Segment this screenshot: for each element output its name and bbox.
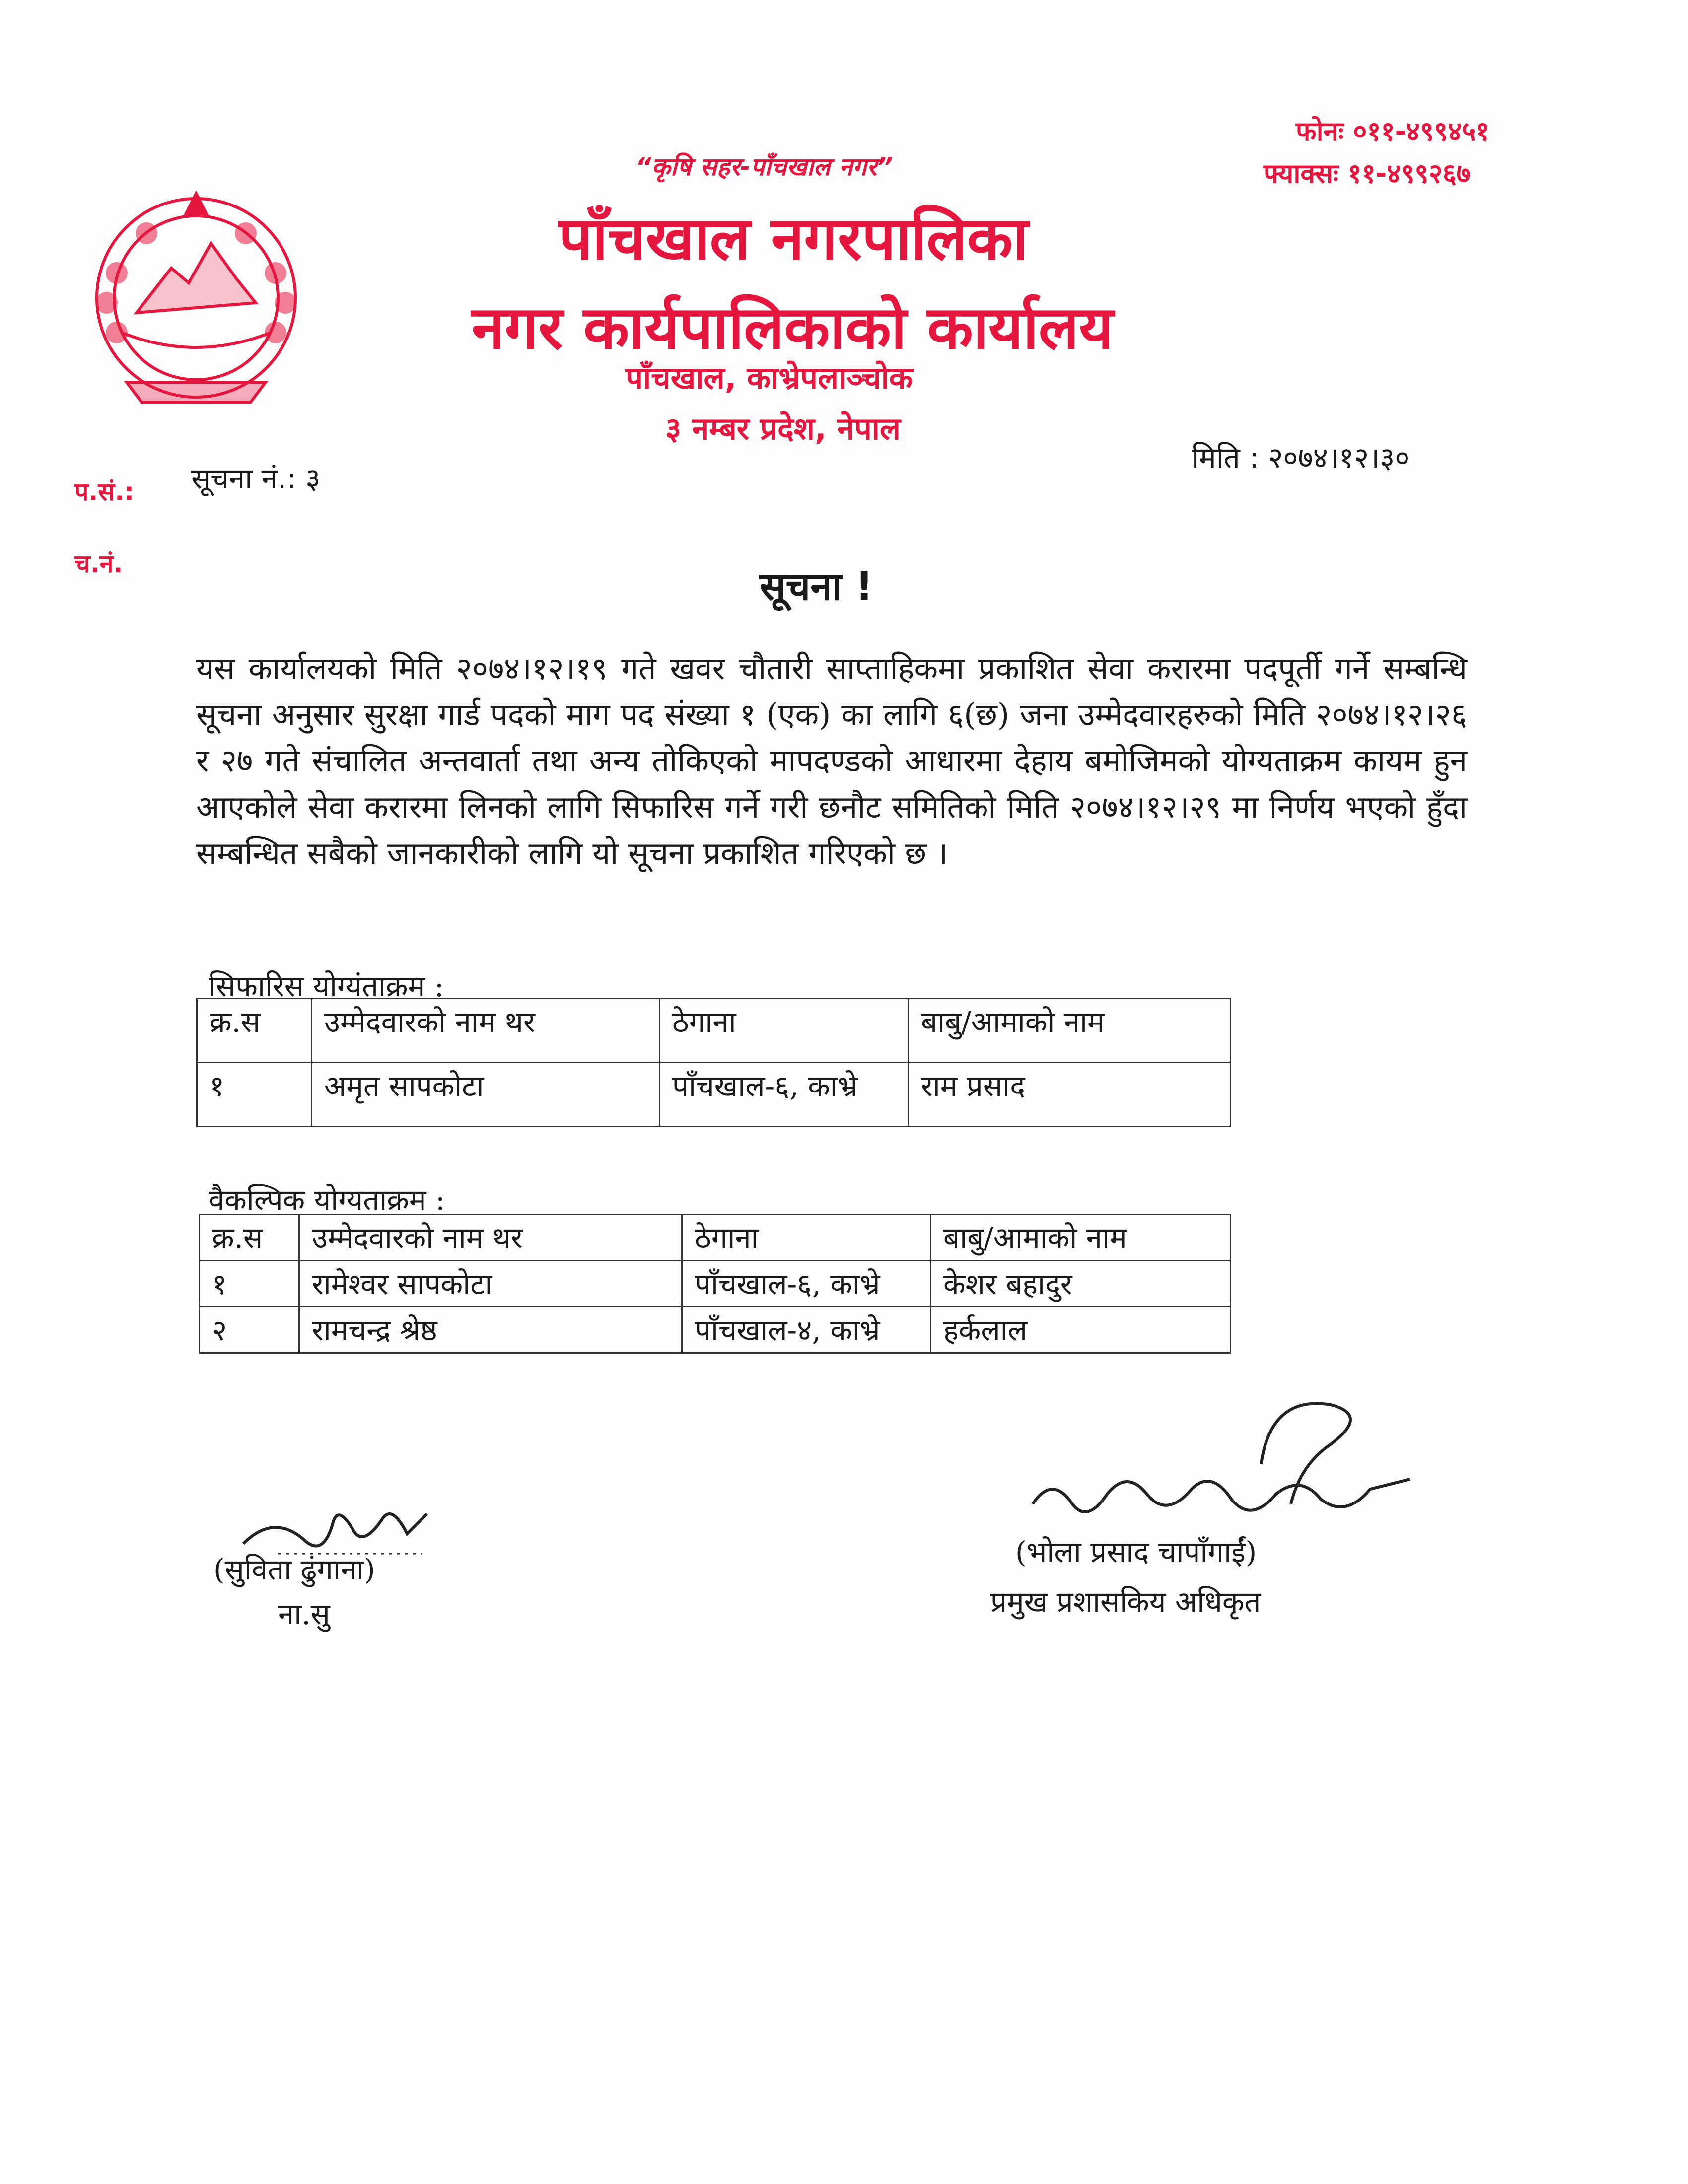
alternate-table — [199, 1214, 1231, 1354]
address-line-2: ३ नम्बर प्रदेश, नेपाल — [665, 410, 901, 447]
table-header-row — [200, 1215, 1231, 1261]
phone-number: फोनः ०११-४९९४५१ — [1296, 116, 1490, 147]
notice-heading: सूचना ! — [760, 564, 873, 609]
table-cell: १ — [200, 1261, 299, 1307]
table-cell: हर्कलाल — [931, 1307, 1231, 1353]
recommended-list-label: सिफारिस योग्यंताक्रम : — [209, 969, 444, 1003]
header-cell: बाबु/आमाको नाम — [931, 1215, 1231, 1261]
header-cell: ठेगाना — [660, 999, 909, 1063]
recommended-table — [196, 998, 1231, 1127]
notice-number: सूचना नं.: ३ — [191, 462, 321, 495]
header-cell: ठेगाना — [682, 1215, 931, 1261]
table-cell: केशर बहादुर — [931, 1261, 1231, 1307]
dispatch-label: च.नं. — [74, 549, 123, 578]
table-row — [200, 1307, 1231, 1353]
table-cell: पाँचखाल-६, काभ्रे — [660, 1063, 909, 1127]
left-signatory-post: ना.सु — [278, 1597, 330, 1631]
notice-date: मिति : २०७४।१२।३० — [1192, 441, 1410, 475]
alternate-list-label: वैकल्पिक योग्यताक्रम : — [209, 1183, 445, 1217]
office-name: नगर कार्यपालिकाको कार्यालय — [472, 294, 1114, 363]
header-cell: क्र.स — [197, 999, 312, 1063]
municipality-name: पाँचखाल नगरपालिका — [559, 205, 1028, 273]
table-cell: २ — [200, 1307, 299, 1353]
header-cell: उम्मेदवारको नाम थर — [299, 1215, 682, 1261]
table-cell: रामेश्वर सापकोटा — [299, 1261, 682, 1307]
header-cell: उम्मेदवारको नाम थर — [312, 999, 660, 1063]
right-signature — [1013, 1375, 1435, 1539]
table-cell: पाँचखाल-६, काभ्रे — [682, 1261, 931, 1307]
right-signatory-post: प्रमुख प्रशासकिय अधिकृत — [990, 1585, 1261, 1619]
nepal-emblem-icon — [72, 184, 320, 412]
left-signatory-name: (सुविता ढुंगाना) — [213, 1553, 375, 1586]
table-cell: रामचन्द्र श्रेष्ठ — [299, 1307, 682, 1353]
municipality-motto: “कृषि सहर-पाँचखाल नगर” — [635, 152, 893, 181]
table-header-row — [197, 999, 1231, 1063]
notice-body: यस कार्यालयको मिति २०७४।१२।१९ गते खवर चौतारी साप्ताहिकमा प्रकाशित सेवा करारमा पदपूर्ती गर्ने सम्बन्धि सूचना अनुसार सुरक्षा गार्ड पदको माग पद संख्या १ (एक) का लागि ६(छ) जना उम्मेदवारहरुको मिति २०७४।१२।२६ र २७ गते संचालित अन्तवार्ता तथा अन्य तोकिएको मापदण्डको आधारमा देहाय बमोजिमको योग्यताक्रम कायम हुन आएकोले सेवा करारमा लिनको लागि सिफारिस गर्ने गरी छनौट समितिको मिति २०७४।१२।२९ मा निर्णय भएको हुँदा सम्बन्धित सबैको जानकारीको लागि यो सूचना प्रकाशित गरिएको छ । — [196, 650, 1467, 871]
header-cell: बाबु/आमाको नाम — [909, 999, 1231, 1063]
table-cell: राम प्रसाद — [909, 1063, 1231, 1127]
address-line-1: पाँचखाल, काभ्रेपलाञ्चोक — [626, 360, 913, 396]
header-cell: क्र.स — [200, 1215, 299, 1261]
table-cell: अमृत सापकोटा — [312, 1063, 660, 1127]
table-cell: १ — [197, 1063, 312, 1127]
fax-number: फ्याक्सः ११-४९९२६७ — [1264, 158, 1471, 189]
table-cell: पाँचखाल-४, काभ्रे — [682, 1307, 931, 1353]
reference-label: प.सं.: — [74, 478, 135, 506]
table-row — [200, 1261, 1231, 1307]
table-row — [197, 1063, 1231, 1127]
right-signatory-name: (भोला प्रसाद चापाँगाईं) — [1015, 1535, 1257, 1569]
